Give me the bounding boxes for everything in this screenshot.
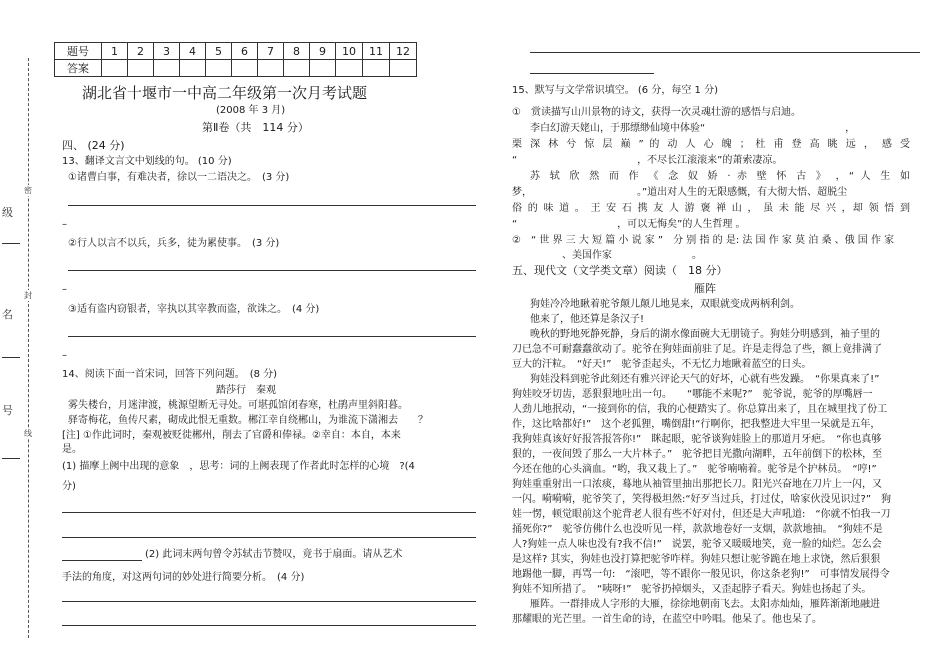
answer-cell[interactable] — [232, 60, 258, 77]
margin-blank-class — [2, 243, 20, 244]
q15-1-b: 栗 深 林 兮 惊 层 巅 ” 的 动 人 心 魄 ； 杜 甫 登 高 眺 远 ， 感 受 — [512, 139, 910, 150]
q15-1-d: 苏 轼 欣 然 而 作 《 念 奴 娇 · 赤 壁 怀 古 》 ，“ 人 生 如 — [530, 171, 910, 182]
essay-paragraph-line: 那耀眼的光芒里。一首生命的诗，在蓝空中吟唱。他呆了。他也呆了。 — [512, 614, 822, 625]
essay-title: 雁阵 — [694, 282, 716, 295]
question-number: 5 — [206, 43, 232, 60]
q15-1-e: 梦， 。”道出对人生的无限感慨，有大彻大悟、超脱尘 — [512, 187, 848, 198]
q14-2-line-2: 手法的角度，对这两句词的妙处进行简要分析。 (4 分) — [62, 572, 305, 583]
essay-paragraph-line: 捅死你?” 驼爷仿佛什么也没听见一样，款款地卷好一支烟，款款地抽。 “狗娃不是 — [512, 524, 883, 535]
q15-2-b: 、美国作家 。 — [512, 250, 702, 261]
question-number: 12 — [390, 43, 417, 60]
essay-paragraph-line: 人?狗娃一点人味也没有?我不信!” 说罢，驼爷又暖暖地笑，竟一脸的灿烂。怎么会 — [512, 539, 882, 550]
answer-line[interactable] — [68, 205, 476, 206]
essay-paragraph-line: 狗娃重重射出一口浓痰，蓦地从袖管里抽出那把长刀。阳光兴奋地在刀片上一闪，又 — [512, 479, 882, 490]
answer-cell[interactable] — [180, 60, 206, 77]
answer-cell[interactable] — [284, 60, 310, 77]
q15-1-a: 李白幻游天姥山，于那缥缈仙境中体验“ ， — [530, 123, 856, 134]
question-number: 9 — [310, 43, 336, 60]
poem-note-1: [注] ①作此词时，秦观被贬徙郴州，削去了官爵和俸禄。②幸自：本自，本来 — [62, 430, 401, 441]
answer-line[interactable] — [530, 52, 920, 53]
q14-1-tail: 分) — [62, 481, 76, 492]
margin-label-name: 名 — [2, 308, 13, 321]
answer-line[interactable] — [62, 601, 476, 602]
essay-paragraph-line: 地踢他一脚，再骂一句: “滚吧，等不跟你一般见识，你这条老狗!” 可事情发展得令 — [512, 569, 890, 580]
essay-paragraph-line: 今还在他的心头滴血。“哟，我又栽上了。” 驼爷喃喃着。驼爷是个护林员。 “哼!” — [512, 464, 877, 475]
question-number: 11 — [363, 43, 390, 60]
answer-line[interactable] — [68, 270, 476, 271]
q13-3: ③适有盗内窃银者，宰执以其宰教而盗，欲诛之。 (4 分) — [68, 304, 320, 315]
q15-1-c: “ ，不尽长江滚滚来”的萧索凄凉。 — [512, 155, 783, 166]
answer-cell[interactable] — [102, 60, 128, 77]
margin-label-xian: 线 — [24, 429, 32, 438]
essay-paragraph-line: 雁阵。一群排成人字形的大雁，徐徐地朝南飞去。太阳赤灿灿，雁阵渐渐地融进 — [530, 599, 880, 610]
exam-date: (2008 年 3 月) — [216, 105, 286, 116]
answer-cell[interactable] — [363, 60, 390, 77]
answer-cell[interactable] — [128, 60, 154, 77]
essay-paragraph-line: 一闪。嗬嗬嗬，驼爷笑了，笑得极坦然:“好歹当过兵，打过仗，啥家伙没见识过?” 狗 — [512, 494, 892, 505]
essay-paragraph-line: 他来了，他还算是条汉子! — [530, 314, 645, 325]
q15-2: ② “ 世 界 三 大 短 篇 小 说 家 ” 分 别 指 的 是: 法 国 作 家 莫 泊 桑 、俄 国 作 家 — [512, 235, 895, 246]
answer-head: 答案 — [55, 60, 102, 77]
essay-paragraph-line: 狗娃咬牙切齿，恶狠狠地吐出一句。 “哪能不来呢?” 驼爷说，驼爷的厚嘴唇一 — [512, 389, 873, 400]
answer-cell[interactable] — [390, 60, 417, 77]
q13-1: ①诸曹白事，有难决者，徐以一二语决之。 (3 分) — [68, 172, 290, 183]
binding-dashed-line — [28, 58, 30, 638]
question-number: 3 — [154, 43, 180, 60]
dash-mark: – — [62, 284, 67, 295]
margin-label-mi: 密 — [24, 186, 32, 195]
score-table — [54, 42, 417, 77]
question-number: 4 — [180, 43, 206, 60]
section-4-heading: 四、 (24 分) — [62, 139, 125, 152]
question-number: 2 — [128, 43, 154, 60]
q15-1-g: “ ，可以无悔矣”的人生哲理 。 — [512, 219, 746, 230]
margin-label-number: 号 — [2, 404, 13, 417]
margin-label-feng: 封 — [24, 291, 32, 300]
answer-line[interactable] — [62, 560, 142, 561]
question-number: 1 — [102, 43, 128, 60]
answer-line[interactable] — [530, 73, 654, 74]
q13-2: ②行人以言不以兵，兵多，徒为累使事。 (3 分) — [68, 238, 280, 249]
answer-line[interactable] — [62, 537, 476, 538]
page-title: 湖北省十堰市一中高二年级第一次月考试题 — [82, 84, 368, 102]
margin-blank-number — [2, 458, 20, 459]
essay-paragraph-line: 我狗娃真该好好报答报答你!” 眯起眼，驼爷谈狗娃脸上的那道月牙疤。 “你也真够 — [512, 434, 882, 445]
essay-paragraph-line: 人劲儿地抿动，“一接到你的信，我的心便踏实了。你总算出来了，且在城里找了份工 — [512, 404, 888, 415]
question-number: 7 — [258, 43, 284, 60]
q14-prompt: 14、阅读下面一首宋词，回答下列问题。 (8 分) — [62, 369, 278, 380]
essay-paragraph-line: 豆大的汗粒。 “好天!” 驼爷歪起头，不无忆力地瞅着蓝空的日头。 — [512, 359, 812, 370]
q15-1: ① 赏读描写山川景物的诗文，获得一次灵魂壮游的感悟与启迪。 — [512, 107, 801, 118]
poem-note-2: 是。 — [62, 444, 82, 455]
answer-cell[interactable] — [154, 60, 180, 77]
question-number: 8 — [284, 43, 310, 60]
essay-paragraph-line: 狗娃不知所措了。 “咦呀!” 驼爷扔掉烟头，又歪起脖子看天。狗娃也扬起了头。 — [512, 584, 872, 595]
essay-paragraph-line: 晚秋的野地死静死静，身后的湖水像面碗大无朋镜子。狗娃分明感到，袖子里的 — [530, 329, 880, 340]
score-table-head: 题号 — [55, 43, 102, 60]
q14-2-line-1: (2) 此词末两句曾令苏轼击节赞叹，竟书于扇面。请从艺术 — [145, 549, 403, 560]
poem-line-2: 驿寄梅花，鱼传尺素，砌成此恨无重数。郴江幸自绕郴山，为谁流下潇湘去 ？ — [68, 415, 428, 426]
answer-line[interactable] — [62, 625, 476, 626]
dash-mark: – — [62, 350, 67, 361]
q15-prompt: 15、默写与文学常识填空。 (6 分，每空 1 分) — [512, 85, 718, 96]
margin-blank-name — [2, 357, 20, 358]
answer-cell[interactable] — [206, 60, 232, 77]
answer-cell[interactable] — [310, 60, 336, 77]
margin-label-class: 级 — [2, 206, 13, 219]
q13-prompt: 13、翻译文言文中划线的句。 (10 分) — [62, 156, 232, 167]
essay-paragraph-line: 狗娃冷冷地瞅着驼爷颠儿颠儿地晃来，双眼就变成两柄利剑。 — [530, 299, 800, 310]
answer-cell[interactable] — [336, 60, 363, 77]
dash-mark: – — [62, 219, 67, 230]
essay-paragraph-line: 是这样? 其实，狗娃也没打算把驼爷咋样。狗娃只想让驼爷跪在地上求饶，然后狠狠 — [512, 554, 881, 565]
q14-1: (1) 描摩上阙中出现的意象 ，思考：词的上阙表现了作者此时怎样的心境 ?(4 — [62, 461, 415, 472]
answer-line[interactable] — [62, 512, 476, 513]
essay-paragraph-line: 狠的，一夜间毁了那么一大片林子。” 驼爷把目光撒向湖畔，五年前倒下的松林，至 — [512, 449, 883, 460]
essay-paragraph-line: 娃一愣，顿觉眼前这个驼背老人很有些不好对付，但还是大声吼道: “你就不怕我一刀 — [512, 509, 891, 520]
question-number: 10 — [336, 43, 363, 60]
essay-paragraph-line: 狗娃没料到驼爷此刻还有雅兴评论天气的好坏，心就有些发躁。 “你果真来了!” — [530, 374, 880, 385]
question-number: 6 — [232, 43, 258, 60]
essay-paragraph-line: 刀已急不可耐蠢蠢欲动了。驼爷在狗娃面前驻了足。许是走得急了些，额上竟排满了 — [512, 344, 882, 355]
section-5-heading: 五、现代文（文学类文章）阅读（ 18 分） — [512, 264, 728, 277]
score-table-number-row — [55, 43, 417, 60]
poem-line-1: 雾失楼台，月迷津渡，桃源望断无寻处。可堪孤馆闭春寒，杜鹃声里斜阳暮。 — [68, 400, 408, 411]
essay-paragraph-line: 作，这比啥都好!” 这个老狐狸，嘴倒甜!“行啊你，把我整进大牢里一呆就是五年， — [512, 419, 881, 430]
answer-cell[interactable] — [258, 60, 284, 77]
volume-heading: 第Ⅱ卷（共 114 分） — [202, 121, 309, 134]
score-table-answer-row — [55, 60, 417, 77]
answer-line[interactable] — [68, 336, 476, 337]
q15-1-f: 俗 的 味 道 。 王 安 石 携 友 人 游 褒 禅 山 ， 虽 未 能 尽 兴 ，却 领 悟 到 — [512, 203, 910, 214]
poem-title: 踏莎行 秦观 — [216, 385, 276, 396]
